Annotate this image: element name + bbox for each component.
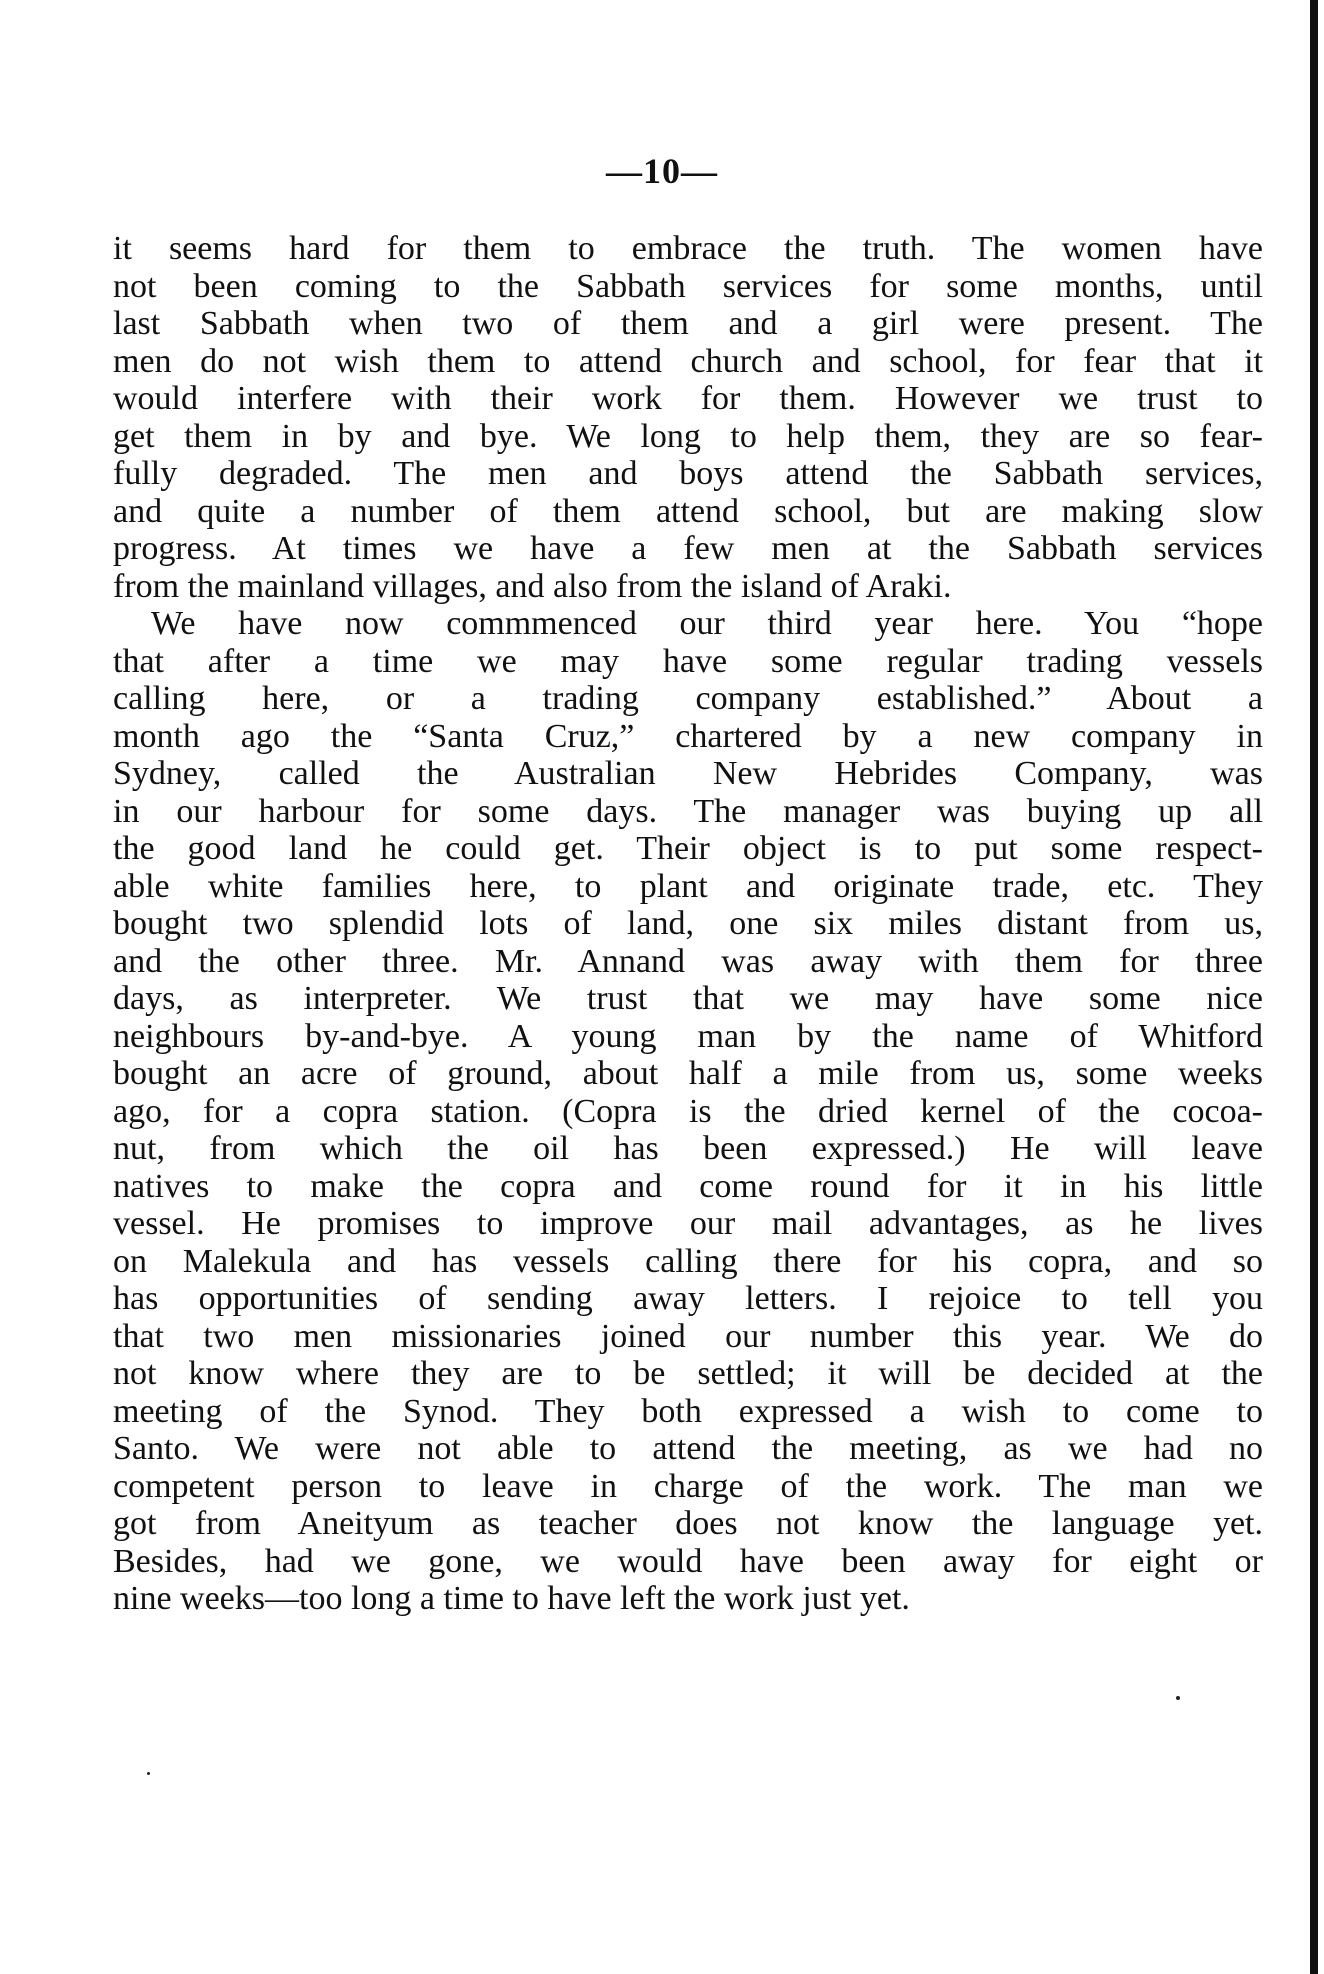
text-line: got from Aneityum as teacher does not know the language yet. [113,1505,1263,1542]
text-line: the good land he could get. Their object is to put some respect- [113,830,1263,867]
text-line: bought two splendid lots of land, one six miles distant from us, [113,905,1263,942]
text-line: that after a time we may have some regular trading vessels [113,642,1263,680]
text-line: would interfere with their work for them. However we trust to [113,380,1263,417]
text-line: and quite a number of them attend school, but are making slow [113,492,1263,530]
text-line: in our harbour for some days. The manager was buying up all [113,792,1263,830]
text-line: month ago the “Santa Cruz,” chartered by a new company in [113,717,1263,755]
text-line: fully degraded. The men and boys attend the Sabbath services, [113,455,1263,492]
text-line: vessel. He promises to improve our mail advantages, as he lives [113,1205,1263,1242]
body-text [113,230,1263,1618]
text-line: ago, for a copra station. (Copra is the dried kernel of the cocoa- [113,1092,1263,1130]
print-speck [1176,1696,1180,1700]
text-line: meeting of the Synod. They both expressed a wish to come to [113,1392,1263,1430]
text-line: not know where they are to be settled; it will be decided at the [113,1355,1263,1392]
text-line: Besides, had we gone, we would have been away for eight or [113,1542,1263,1580]
text-line: Santo. We were not able to attend the meeting, as we had no [113,1430,1263,1467]
text-line: We have now commmenced our third year here. You “hope [151,605,1263,642]
text-line: able white families here, to plant and originate trade, etc. They [113,867,1263,905]
print-speck [147,1772,150,1775]
text-line: nine weeks—too long a time to have left the work just yet. [113,1580,910,1617]
text-line: from the mainland villages, and also from the island of Araki. [113,567,952,605]
text-line: competent person to leave in charge of the work. The man we [113,1467,1263,1505]
text-line: days, as interpreter. We trust that we may have some nice [113,980,1263,1017]
text-line: calling here, or a trading company established.” About a [113,680,1263,717]
text-line: last Sabbath when two of them and a girl were present. The [113,305,1263,342]
text-line: get them in by and bye. We long to help them, they are so fear- [113,417,1263,455]
text-line: that two men missionaries joined our number this year. We do [113,1317,1263,1355]
page-edge-border [1310,0,1318,1974]
page-number: —10— [606,151,718,191]
text-line: men do not wish them to attend church and school, for fear that it [113,342,1263,380]
text-line: bought an acre of ground, about half a mile from us, some weeks [113,1055,1263,1092]
text-line: Sydney, called the Australian New Hebrides Company, was [113,755,1263,792]
text-line: and the other three. Mr. Annand was away with them for three [113,942,1263,980]
text-line: has opportunities of sending away letters. I rejoice to tell you [113,1280,1263,1317]
text-line: neighbours by-and-bye. A young man by the name of Whitford [113,1017,1263,1055]
text-line: on Malekula and has vessels calling there for his copra, and so [113,1242,1263,1280]
text-line: it seems hard for them to embrace the truth. The women have [113,230,1263,267]
text-line: nut, from which the oil has been expressed.) He will leave [113,1130,1263,1167]
text-line: natives to make the copra and come round for it in his little [113,1167,1263,1205]
text-line: not been coming to the Sabbath services for some months, until [113,267,1263,305]
text-line: progress. At times we have a few men at the Sabbath services [113,530,1263,567]
